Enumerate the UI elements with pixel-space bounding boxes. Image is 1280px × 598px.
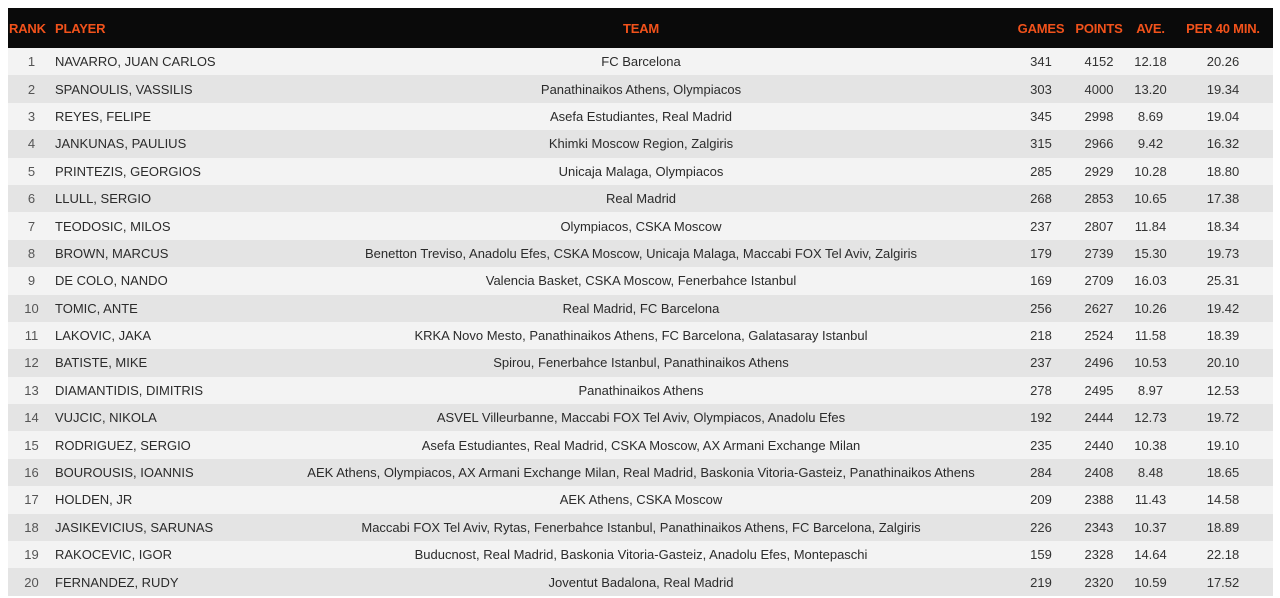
points-value: 2807 [1084, 218, 1114, 234]
points-value: 2709 [1084, 273, 1114, 289]
average-value: 12.18 [1134, 54, 1167, 70]
average-value: 8.48 [1137, 465, 1164, 481]
rank-cell: 7 [27, 218, 36, 234]
team-list: AEK Athens, CSKA Moscow [559, 492, 723, 508]
rank-cell: 8 [27, 245, 36, 261]
rank-cell: 13 [24, 382, 39, 398]
table-row [8, 75, 1273, 102]
rank-cell: 12 [24, 355, 39, 371]
rank-cell: 14 [24, 410, 39, 426]
team-list: Joventut Badalona, Real Madrid [548, 574, 734, 590]
games-value: 219 [1030, 574, 1052, 590]
table-row [8, 103, 1273, 130]
rank-cell: 17 [24, 492, 39, 508]
points-value: 2739 [1084, 245, 1114, 261]
rank-cell: 19 [24, 547, 39, 563]
per40-value: 18.65 [1206, 465, 1240, 481]
team-list: KRKA Novo Mesto, Panathinaikos Athens, FC Barcelona, Galatasaray Istanbul [414, 328, 868, 344]
team-list: Olympiacos, CSKA Moscow [560, 218, 722, 234]
per40-value: 20.26 [1206, 54, 1240, 70]
team-list: Benetton Treviso, Anadolu Efes, CSKA Moscow, Unicaja Malaga, Maccabi FOX Tel Aviv, Zalgiris [364, 245, 918, 261]
table-row [8, 267, 1273, 294]
average-value: 8.97 [1137, 382, 1164, 398]
points-value: 4000 [1084, 81, 1114, 97]
rank-cell: 10 [24, 300, 39, 316]
team-list: Real Madrid [605, 191, 677, 207]
per40-value: 17.38 [1206, 191, 1240, 207]
table-row [8, 349, 1273, 376]
player-name[interactable]: JANKUNAS, PAULIUS [55, 136, 187, 152]
per40-value: 17.52 [1206, 574, 1240, 590]
table-row [8, 130, 1273, 157]
table-body [8, 48, 1273, 596]
player-name[interactable]: DE COLO, NANDO [55, 273, 168, 289]
rank-cell: 18 [24, 519, 39, 535]
table-row [8, 295, 1273, 322]
team-list: Panathinaikos Athens, Olympiacos [540, 81, 742, 97]
average-value: 15.30 [1134, 245, 1167, 261]
table-row [8, 48, 1273, 75]
points-value: 2627 [1084, 300, 1114, 316]
average-value: 16.03 [1134, 273, 1167, 289]
player-name[interactable]: VUJCIC, NIKOLA [55, 410, 157, 426]
games-value: 345 [1030, 108, 1052, 124]
games-value: 237 [1030, 355, 1052, 371]
table-row [8, 185, 1273, 212]
player-name[interactable]: PRINTEZIS, GEORGIOS [55, 163, 201, 179]
games-value: 235 [1030, 437, 1052, 453]
per40-value: 19.72 [1206, 410, 1240, 426]
rank-cell: 9 [27, 273, 36, 289]
average-value: 10.38 [1134, 437, 1167, 453]
per40-value: 12.53 [1206, 382, 1240, 398]
header-row [8, 8, 1273, 48]
player-name[interactable]: LLULL, SERGIO [55, 191, 152, 207]
average-value: 8.69 [1137, 108, 1164, 124]
rank-cell: 20 [24, 574, 39, 590]
player-name[interactable]: BATISTE, MIKE [55, 355, 148, 371]
player-name[interactable]: HOLDEN, JR [55, 492, 133, 508]
header-ave[interactable]: AVE. [1136, 20, 1165, 36]
player-name[interactable]: LAKOVIC, JAKA [55, 328, 152, 344]
average-value: 10.53 [1134, 355, 1167, 371]
points-value: 2440 [1084, 437, 1114, 453]
average-value: 10.65 [1134, 191, 1167, 207]
table-row [8, 322, 1273, 349]
rank-cell: 1 [27, 54, 36, 70]
points-value: 2929 [1084, 163, 1114, 179]
points-value: 2495 [1084, 382, 1114, 398]
table-row [8, 459, 1273, 486]
average-value: 13.20 [1134, 81, 1167, 97]
points-value: 2408 [1084, 465, 1114, 481]
team-list: AEK Athens, Olympiacos, AX Armani Exchange Milan, Real Madrid, Baskonia Vitoria-Gasteiz, Panathinaikos Athens [307, 465, 975, 481]
games-value: 285 [1030, 163, 1052, 179]
rank-cell: 15 [24, 437, 39, 453]
table-row [8, 514, 1273, 541]
average-value: 11.84 [1134, 218, 1167, 234]
points-value: 2853 [1084, 191, 1114, 207]
rank-cell: 11 [24, 328, 39, 344]
table-row [8, 541, 1273, 568]
scoring-leaders-table [8, 8, 1273, 596]
points-value: 2343 [1084, 519, 1114, 535]
per40-value: 20.10 [1206, 355, 1240, 371]
games-value: 179 [1030, 245, 1052, 261]
per40-value: 25.31 [1206, 273, 1240, 289]
points-value: 4152 [1084, 54, 1114, 70]
points-value: 2998 [1084, 108, 1114, 124]
table-row [8, 568, 1273, 595]
points-value: 2966 [1084, 136, 1114, 152]
games-value: 226 [1030, 519, 1052, 535]
per40-value: 19.34 [1206, 81, 1240, 97]
per40-value: 19.10 [1206, 437, 1240, 453]
team-list: Khimki Moscow Region, Zalgiris [548, 136, 734, 152]
points-value: 2524 [1084, 328, 1114, 344]
per40-value: 19.73 [1206, 245, 1240, 261]
average-value: 10.26 [1134, 300, 1167, 316]
team-list: Maccabi FOX Tel Aviv, Rytas, Fenerbahce Istanbul, Panathinaikos Athens, FC Barcelona, Zalgiris [361, 519, 921, 535]
per40-value: 22.18 [1206, 547, 1240, 563]
player-name[interactable]: JASIKEVICIUS, SARUNAS [55, 519, 214, 535]
average-value: 14.64 [1134, 547, 1167, 563]
average-value: 11.58 [1134, 328, 1167, 344]
team-list: Spirou, Fenerbahce Istanbul, Panathinaikos Athens [493, 355, 789, 371]
team-list: Buducnost, Real Madrid, Baskonia Vitoria-Gasteiz, Anadolu Efes, Montepaschi [414, 547, 868, 563]
per40-value: 16.32 [1206, 136, 1240, 152]
games-value: 159 [1030, 547, 1052, 563]
rank-cell: 3 [27, 108, 36, 124]
table-row [8, 212, 1273, 239]
team-list: Real Madrid, FC Barcelona [562, 300, 720, 316]
average-value: 10.28 [1134, 163, 1167, 179]
games-value: 192 [1030, 410, 1052, 426]
average-value: 10.37 [1134, 519, 1167, 535]
player-name[interactable]: TOMIC, ANTE [55, 300, 138, 316]
rank-cell: 6 [27, 191, 36, 207]
per40-value: 18.80 [1206, 163, 1240, 179]
per40-value: 14.58 [1206, 492, 1240, 508]
table-header [8, 8, 1273, 48]
average-value: 10.59 [1134, 574, 1167, 590]
per40-value: 19.04 [1206, 108, 1240, 124]
games-value: 169 [1030, 273, 1052, 289]
per40-value: 19.42 [1206, 300, 1240, 316]
player-name[interactable]: NAVARRO, JUAN CARLOS [55, 54, 216, 70]
header-games[interactable]: GAMES [1017, 20, 1065, 36]
average-value: 11.43 [1134, 492, 1167, 508]
table-row [8, 158, 1273, 185]
per40-value: 18.89 [1206, 519, 1240, 535]
player-name[interactable]: SPANOULIS, VASSILIS [55, 81, 193, 97]
team-list: Valencia Basket, CSKA Moscow, Fenerbahce Istanbul [485, 273, 797, 289]
games-value: 218 [1030, 328, 1052, 344]
points-value: 2388 [1084, 492, 1114, 508]
per40-value: 18.39 [1206, 328, 1240, 344]
header-rank[interactable]: RANK [9, 20, 46, 36]
points-value: 2496 [1084, 355, 1114, 371]
rank-cell: 2 [27, 81, 36, 97]
points-value: 2320 [1084, 574, 1114, 590]
player-name[interactable]: BOUROUSIS, IOANNIS [55, 465, 194, 481]
points-value: 2328 [1084, 547, 1114, 563]
team-list: FC Barcelona [601, 54, 681, 70]
average-value: 12.73 [1134, 410, 1167, 426]
player-name[interactable]: TEODOSIC, MILOS [55, 218, 171, 234]
player-name[interactable]: REYES, FELIPE [55, 108, 152, 124]
rank-cell: 5 [27, 163, 36, 179]
games-value: 278 [1030, 382, 1052, 398]
games-value: 268 [1030, 191, 1052, 207]
games-value: 284 [1030, 465, 1052, 481]
games-value: 315 [1030, 136, 1052, 152]
team-list: Asefa Estudiantes, Real Madrid, CSKA Moscow, AX Armani Exchange Milan [421, 437, 861, 453]
games-value: 237 [1030, 218, 1052, 234]
games-value: 256 [1030, 300, 1052, 316]
games-value: 209 [1030, 492, 1052, 508]
games-value: 341 [1030, 54, 1052, 70]
player-name[interactable]: RODRIGUEZ, SERGIO [55, 437, 191, 453]
average-value: 9.42 [1137, 136, 1164, 152]
player-name[interactable]: FERNANDEZ, RUDY [55, 574, 179, 590]
player-name[interactable]: RAKOCEVIC, IGOR [55, 547, 173, 563]
rank-cell: 16 [24, 465, 39, 481]
games-value: 303 [1030, 81, 1052, 97]
points-value: 2444 [1084, 410, 1114, 426]
table-row [8, 404, 1273, 431]
team-list: Unicaja Malaga, Olympiacos [558, 163, 724, 179]
table-row [8, 486, 1273, 513]
per40-value: 18.34 [1206, 218, 1240, 234]
rank-cell: 4 [27, 136, 36, 152]
player-name[interactable]: BROWN, MARCUS [55, 245, 169, 261]
header-team[interactable]: TEAM [622, 20, 660, 36]
header-points[interactable]: POINTS [1075, 20, 1123, 36]
header-player[interactable]: PLAYER [55, 20, 106, 36]
team-list: ASVEL Villeurbanne, Maccabi FOX Tel Aviv, Olympiacos, Anadolu Efes [436, 410, 846, 426]
team-list: Panathinaikos Athens [578, 382, 704, 398]
player-name[interactable]: DIAMANTIDIS, DIMITRIS [55, 382, 204, 398]
header-per40[interactable]: PER 40 MIN. [1186, 20, 1260, 36]
table-row [8, 431, 1273, 458]
team-list: Asefa Estudiantes, Real Madrid [549, 108, 733, 124]
table-row [8, 240, 1273, 267]
table-row [8, 377, 1273, 404]
